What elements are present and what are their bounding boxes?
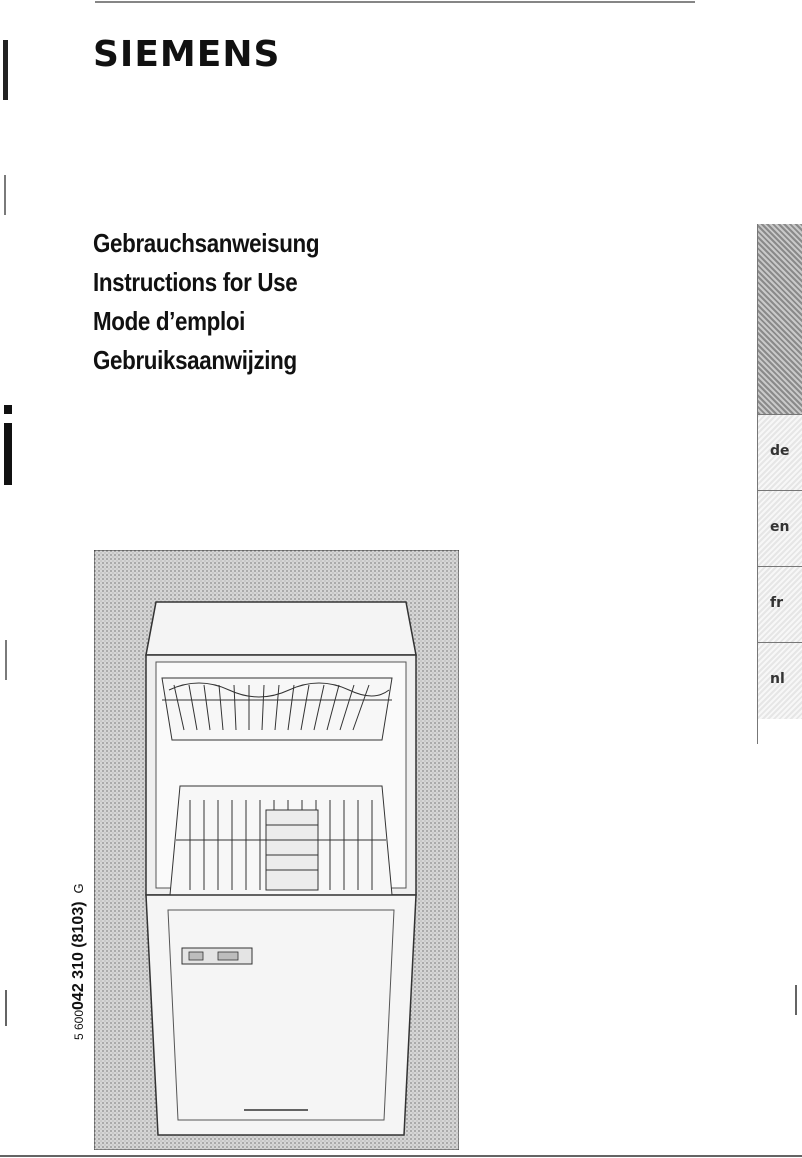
info-icon: [4, 405, 12, 485]
language-tabs: [757, 224, 802, 744]
language-tab-fr[interactable]: fr: [758, 566, 802, 643]
product-code-revision: G: [71, 883, 86, 894]
product-code-prefix: 5 600: [72, 1009, 86, 1040]
title-en: Instructions for Use: [93, 267, 298, 297]
language-tab-de[interactable]: de: [758, 414, 802, 491]
product-code: [70, 883, 88, 1040]
lower-rack: [170, 786, 392, 895]
scan-mark-left-1: [3, 40, 8, 100]
dishwasher-illustration: [94, 550, 459, 1150]
document-titles: [93, 224, 356, 380]
title-fr: Mode d’emploi: [93, 306, 246, 336]
brand-logo: SIEMENS: [93, 34, 281, 75]
scan-mark-left-4: [5, 990, 7, 1026]
scan-mark-left-2: [4, 175, 6, 215]
upper-rack: [162, 678, 392, 740]
tab-header-shade: [758, 224, 802, 414]
scan-line-bottom: [0, 1155, 802, 1157]
language-tab-nl[interactable]: nl: [758, 642, 802, 719]
scan-mark-right: [795, 985, 797, 1015]
language-tab-en[interactable]: en: [758, 490, 802, 567]
scan-mark-left-3: [5, 640, 7, 680]
title-nl: Gebruiksaanwijzing: [93, 345, 297, 375]
title-de: Gebrauchsanweisung: [93, 228, 320, 258]
scan-line-top: [95, 1, 695, 3]
product-code-number: 042 310 (8103): [70, 901, 87, 1010]
